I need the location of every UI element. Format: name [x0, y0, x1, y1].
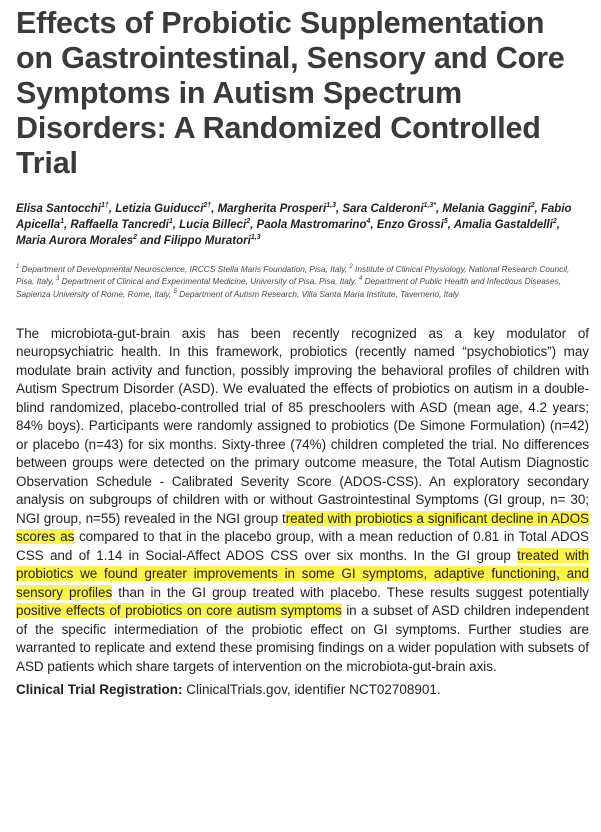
abstract-text-1: The microbiota-gut-brain axis has been recently recognized as a key modulator of neuropsychiatric health. In this framework, probiotics (recently named “psychobiotics”) may modulate brain activity and function, possibly improving the behavioral profiles of children with Autism Spectrum Disorder (ASD). We evaluated the effects of probiotics on autism in a double-blind randomized, placebo-controlled trial of 85 preschoolers with ASD (mean age, 4.2 years; 84% boys). Participants were randomly assigned to probiotics (De Simone Formulation) (n=42) or placebo (n=43) for six months. Sixty-three (74%) children completed the trial. No differences between groups were detected on the primary outcome measure, the Total Autism Diagnostic Observation Schedule - Calibrated Severity Score (ADOS-CSS). An exploratory secondary analysis on subgroups of children with or without Gastrointestinal Symptoms (GI group, n= 30; NGI group, n=55) revealed in the NGI group t	[16, 325, 589, 526]
author-name: Letizia Guiducci	[115, 203, 204, 215]
author-superscript: 2	[133, 234, 138, 242]
author-superscript: 1†	[101, 202, 109, 210]
clinical-trial-registration	[16, 681, 589, 699]
affiliation-text: Department of Developmental Neuroscience, IRCCS Stella Maris Foundation, Pisa, Italy,	[21, 264, 350, 274]
author	[164, 235, 261, 247]
registration-value: ClinicalTrials.gov, identifier NCT02708901.	[182, 682, 441, 698]
author-superscript: 1	[60, 218, 65, 226]
author-name: Paola Mastromarino	[256, 219, 367, 231]
author	[342, 203, 442, 215]
author-separator: ,	[172, 219, 180, 231]
author-superscript: 2	[552, 218, 557, 226]
affiliation	[56, 276, 359, 286]
affiliation-text: Department of Clinical and Experimental Medicine, University of Pisa, Pisa, Italy,	[61, 276, 359, 287]
affiliation-text: Institute of Clinical Physiology, National Research Council, Pisa, Italy,	[16, 264, 570, 287]
author-separator: ,	[556, 219, 560, 231]
affiliation-number: 4	[358, 276, 363, 283]
author-separator: ,	[534, 203, 541, 215]
author-separator: ,	[370, 219, 377, 231]
affiliation-list	[16, 263, 589, 300]
author-superscript: 2	[530, 202, 535, 210]
author	[16, 203, 115, 215]
author	[179, 219, 256, 231]
author-separator: ,	[447, 219, 454, 231]
author	[70, 219, 179, 231]
registration-label: Clinical Trial Registration:	[16, 682, 183, 698]
author-separator: ,	[436, 203, 443, 215]
author-superscript: 1,3	[326, 202, 336, 210]
affiliation-number: 2	[349, 264, 353, 271]
affiliation	[16, 264, 349, 274]
author-name: Sara Calderoni	[342, 203, 424, 215]
article-title: Effects of Probiotic Supplementation on Gastrointestinal, Sensory and Core Symptoms in Autism Spectrum Disorders: A Randomized Controlled Trial	[16, 6, 565, 180]
author-list	[16, 201, 589, 249]
affiliation-number: 5	[173, 288, 177, 295]
author	[454, 219, 560, 231]
affiliation-text: Department of Autism Research, Villa Santa Maria Institute, Tavernerio, Italy	[179, 288, 459, 299]
author-superscript: 2†	[203, 202, 212, 210]
highlight-2: treated with probiotics we found greater improvements in some GI symptoms, adaptive functioning, and sensory profiles	[16, 547, 590, 600]
affiliation-text: Department of Public Health and Infectious Diseases, Sapienza University of Rome, Rome, Italy,	[16, 276, 562, 299]
author-separator: ,	[335, 203, 343, 215]
author-name: Filippo Muratori	[163, 235, 251, 247]
author-superscript: 1	[168, 218, 173, 226]
author-name: Enzo Grossi	[376, 219, 444, 231]
author	[16, 235, 164, 247]
affiliation-number: 3	[55, 276, 60, 283]
abstract-text-4: in a subset of ASD children independent of the specific intermediation of the probiotic effect on GI symptoms. Further studies are warranted to replicate and extend these promising findings on a wider population with subsets of ASD patients which share targets of intervention on the microbiota-gut-brain axis.	[16, 603, 590, 674]
author-name: Melania Gaggini	[442, 203, 531, 215]
highlight-1: reated with probiotics a significant decline in ADOS scores as	[16, 510, 590, 545]
abstract-text-3: than in the GI group treated with placebo. These results suggest potentially	[112, 584, 589, 600]
author-name: Raffaella Tancredi	[70, 219, 169, 231]
author-superscript: 5	[443, 218, 448, 226]
author-name: Elisa Santocchi	[16, 203, 102, 215]
author	[115, 203, 217, 215]
author-superscript: 1,3	[250, 234, 261, 242]
affiliation	[174, 289, 459, 299]
author-separator: ,	[108, 203, 116, 215]
author-separator: and	[137, 235, 164, 247]
highlight-3: positive effects of probiotics on core autism symptoms	[16, 603, 342, 619]
abstract	[16, 325, 589, 677]
affiliation-number: 1	[16, 264, 20, 271]
abstract-text-2: compared to that in the placebo group, with a mean reduction of 0.81 in Total ADOS CSS and of 1.14 in Social-Affect ADOS CSS over six months. In the GI group	[16, 529, 589, 563]
author-name: Lucia Billeci	[179, 219, 247, 231]
author-name: Amalia Gastaldelli	[453, 219, 553, 231]
author-name: Margherita Prosperi	[217, 203, 327, 215]
author-name: Fabio Apicella	[16, 203, 572, 231]
author-separator: ,	[250, 219, 257, 231]
author-superscript: 4	[366, 218, 371, 226]
author-superscript: 1,3*	[423, 202, 436, 210]
author-separator: ,	[64, 219, 71, 231]
author	[218, 203, 343, 215]
author	[442, 203, 540, 215]
author-superscript: 2	[246, 218, 251, 226]
author	[377, 219, 454, 231]
author-name: Maria Aurora Morales	[16, 235, 134, 247]
author	[257, 219, 377, 231]
author-separator: ,	[211, 203, 218, 215]
